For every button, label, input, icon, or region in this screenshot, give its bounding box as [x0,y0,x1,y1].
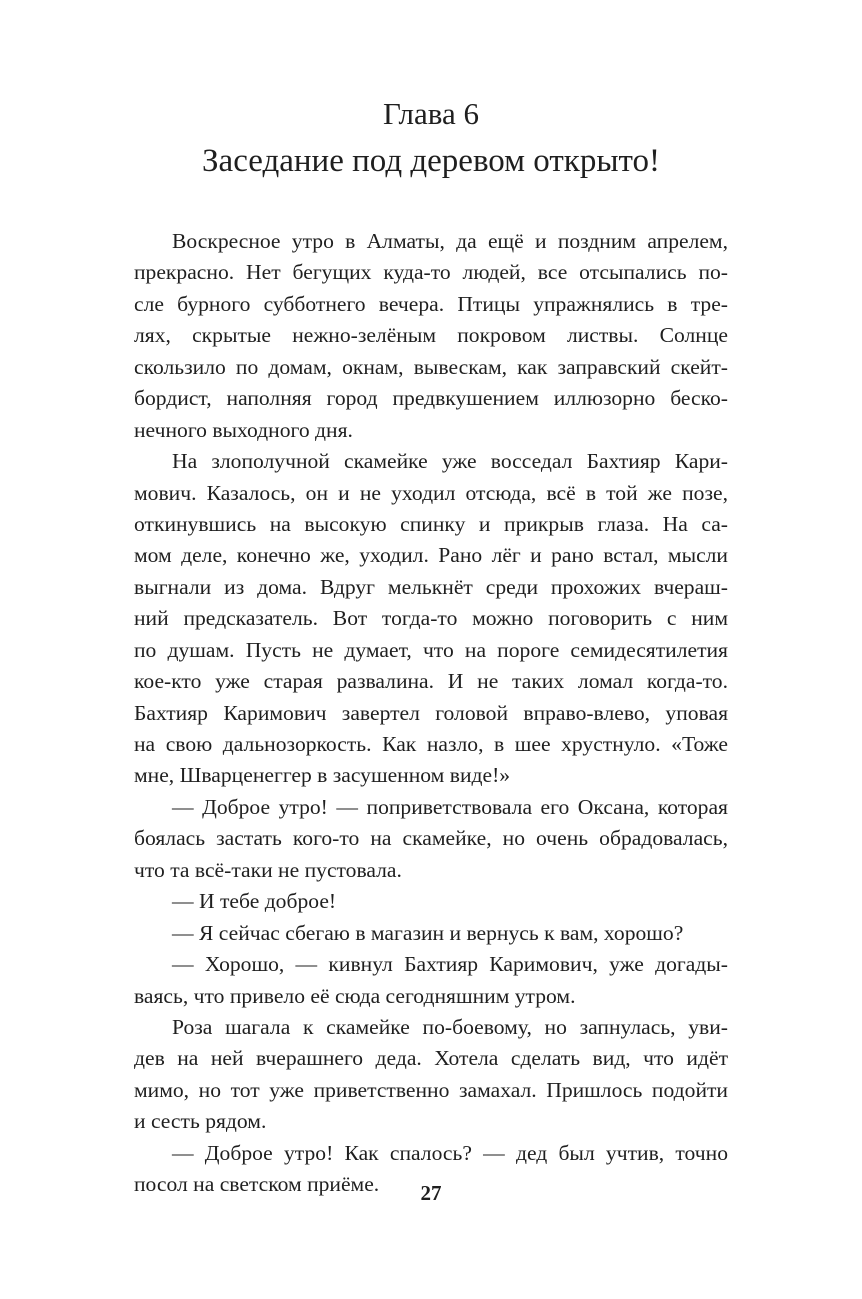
chapter-number: Глава 6 [382,96,480,131]
text-line: мович. Казалось, он и не уходил отсюда, всё в той же позе, [134,480,728,505]
text-line: Роза шагала к скамейке по-боевому, но запнулась, уви- [172,1014,728,1039]
text-line: — Хорошо, — кивнул Бахтияр Каримович, уже догады- [172,952,728,977]
text-line: по душам. Пусть не думает, что на пороге семидесятилетия [134,637,728,662]
text-line: ний предсказатель. Вот тогда-то можно поговорить с ним [134,606,728,631]
text-line: и сесть рядом. [134,1109,267,1134]
text-line: — Я сейчас сбегаю в магазин и вернусь к вам, хорошо? [172,920,684,945]
text-line: посол на светском приёме. [134,1172,380,1197]
text-line: нечного выходного дня. [134,417,353,442]
text-line: на свою дальнозоркость. Как назло, в шее хрустнуло. «Тоже [134,732,728,756]
text-line: прекрасно. Нет бегущих куда-то людей, все отсыпались по- [134,260,728,285]
text-line: Воскресное утро в Алматы, да ещё и поздним апрелем, [172,229,728,253]
text-line: откинувшись на высокую спинку и прикрыв глаза. На са- [134,511,728,536]
text-line: мне, Шварценеггер в засушенном виде!» [134,763,511,788]
text-line: Бахтияр Каримович завертел головой вправо-влево, уповая [134,700,728,725]
text-line: — Доброе утро! Как спалось? — дед был учтив, точно [172,1140,728,1165]
chapter-title: Заседание под деревом открыто! [202,143,660,179]
text-line: дев на ней вчерашнего деда. Хотела сделать вид, что идёт [134,1046,728,1071]
text-line: скользило по домам, окнам, вывескам, как заправский скейт- [134,354,728,379]
text-line: мом деле, конечно же, уходил. Рано лёг и рано встал, мысли [134,543,728,568]
text-line: — И тебе доброе! [172,889,337,914]
text-line: выгнали из дома. Вдруг мелькнёт среди прохожих вчераш- [134,574,728,599]
page-number: 27 [420,1181,442,1205]
text-line: боялась застать кого-то на скамейке, но очень обрадовалась, [134,826,728,851]
text-line: — Доброе утро! — поприветствовала его Оксана, которая [172,794,728,819]
text-line: ваясь, что привело её сюда сегодняшним утром. [134,983,576,1008]
text-line: бордист, наполняя город предвкушением иллюзорно беско- [134,386,728,411]
text-line: мимо, но тот уже приветственно замахал. Пришлось подойти [134,1077,728,1102]
text-line: лях, скрытые нежно-зелёным покровом листвы. Солнце [134,323,728,348]
text-line: На злополучной скамейке уже восседал Бахтияр Кари- [172,449,728,474]
body-text [134,226,728,1201]
text-line: кое-кто уже старая развалина. И не таких ломал когда-то. [134,669,728,694]
text-line: что та всё-таки не пустовала. [134,857,402,882]
text-line: сле бурного субботнего вечера. Птицы упражнялись в тре- [134,291,728,316]
